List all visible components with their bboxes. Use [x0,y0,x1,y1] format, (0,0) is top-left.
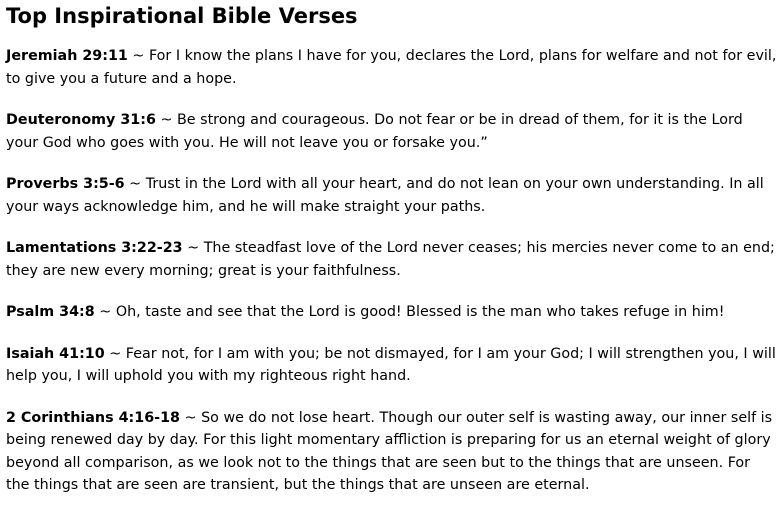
verse-2-corinthians-4-16-18 [6,407,777,497]
verse-reference: Jeremiah 29:11 [6,48,128,64]
verse-reference: Psalm 34:8 [6,304,95,320]
verse-text: Fear not, for I am with you; be not dismayed, for I am your God; I will strengthen you, I will help you, I will uphold you with my righteous right hand. [6,345,776,384]
verse-isaiah-41-10 [6,343,777,388]
verse-deuteronomy-31-6 [6,109,777,154]
verse-text: Be strong and courageous. Do not fear or be in dread of them, for it is the Lord your God who goes with you. He will not leave you or forsake you.” [6,112,743,151]
verse-reference: 2 Corinthians 4:16-18 [6,409,180,426]
verse-text: Oh, taste and see that the Lord is good! Blessed is the man who takes refuge in him! [115,304,725,320]
verse-reference: Lamentations 3:22-23 [6,240,183,256]
page-title: Top Inspirational Bible Verses [6,4,358,28]
verse-text: Trust in the Lord with all your heart, and do not lean on your own understanding. In all your ways acknowledge him, and he will make straight your paths. [6,176,764,215]
verse-reference: Proverbs 3:5-6 [6,176,125,192]
verse-text: For I know the plans I have for you, declares the Lord, plans for welfare and not for evil, to give you a future and a hope. [6,48,777,87]
verse-reference: Deuteronomy 31:6 [6,112,156,128]
verse-separator: ~ [104,345,126,362]
verse-separator: ~ [180,409,202,426]
verse-text: The steadfast love of the Lord never ceases; his mercies never come to an end; they are new every morning; great is your faithfulness. [6,240,775,279]
verse-separator: ~ [127,48,149,64]
verse-jeremiah-29-11 [6,45,777,90]
verse-separator: ~ [124,176,146,192]
verse-reference: Isaiah 41:10 [6,345,105,362]
verse-separator: ~ [182,240,204,256]
verse-separator: ~ [94,304,116,320]
verse-proverbs-3-5-6 [6,173,777,218]
verse-psalm-34-8 [6,301,777,324]
verse-text: So we do not lose heart. Though our outer self is wasting away, our inner self is being renewed day by day. For this light momentary affliction is preparing for us an eternal weight of glory beyond all comparison, as we look not to the things that are seen but to the things that are unseen. For the things that are seen are transient, but the things that are unseen are eternal. [6,409,773,493]
verse-separator: ~ [155,112,177,128]
verse-lamentations-3-22-23 [6,237,777,282]
